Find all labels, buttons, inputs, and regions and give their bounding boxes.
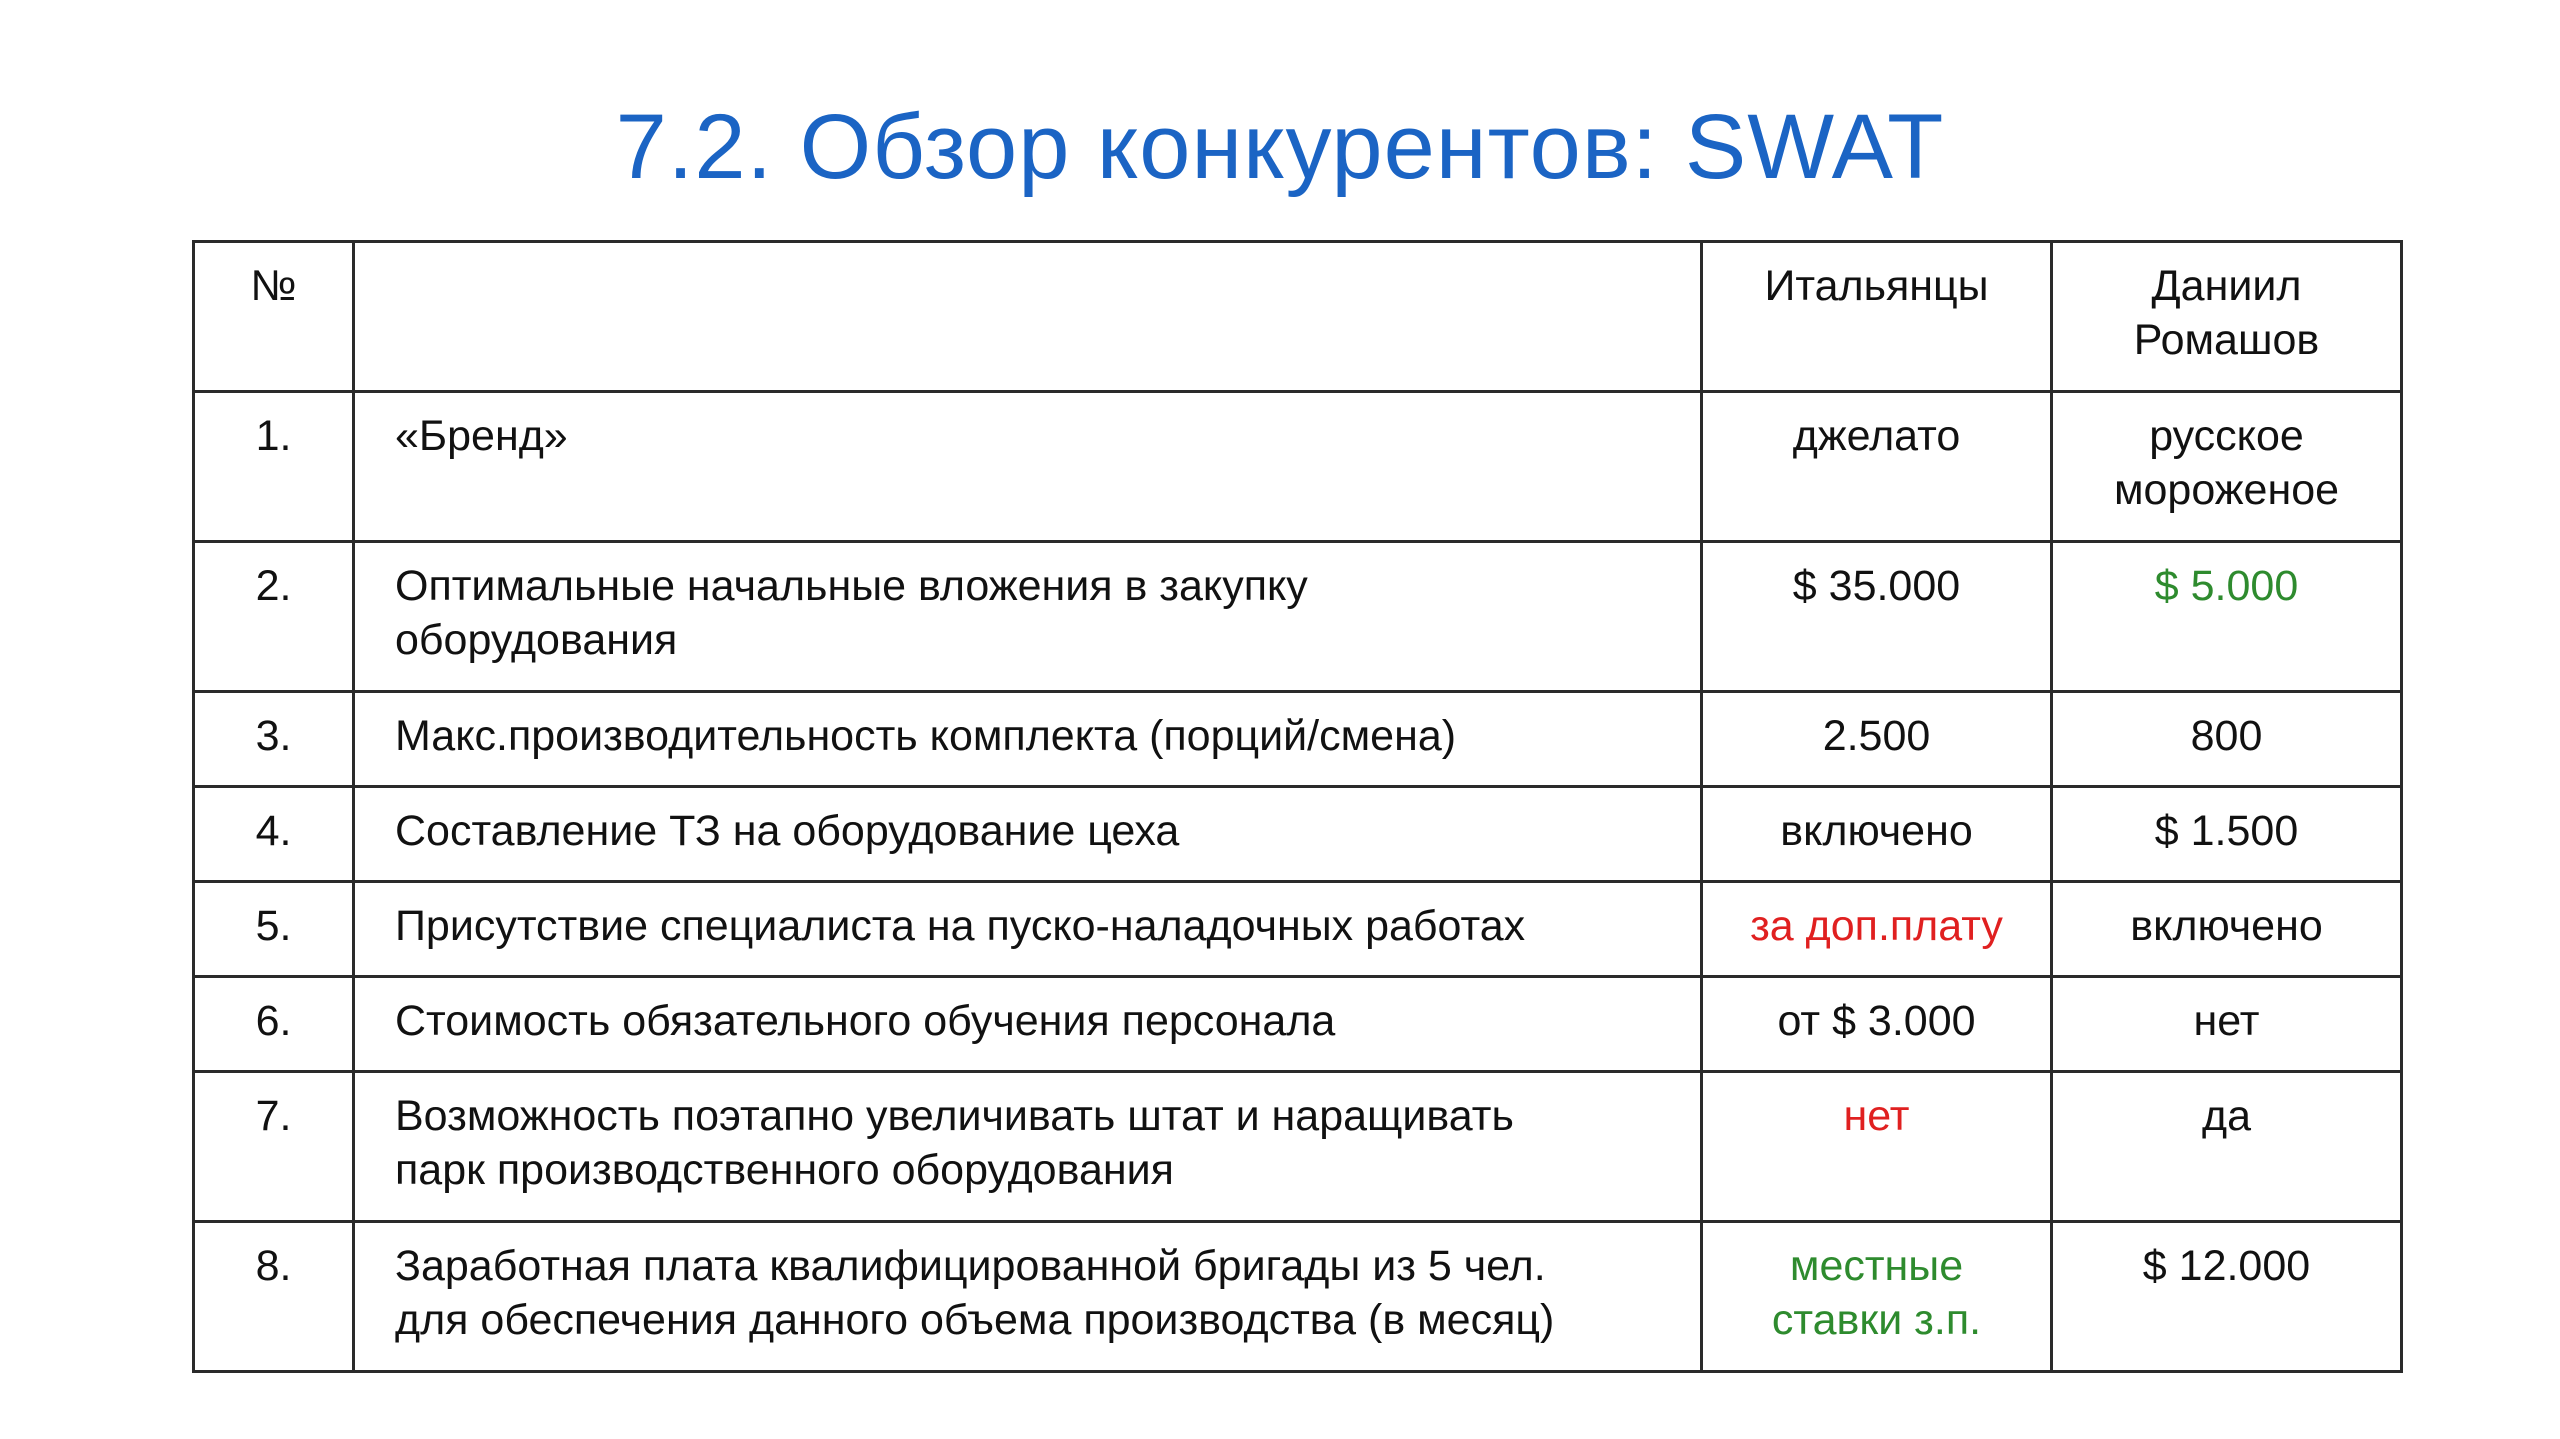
comparison-table xyxy=(192,240,2403,1373)
row-value-italians-line2: ставки з.п. xyxy=(1771,1296,1982,1344)
row-num: 4. xyxy=(194,787,354,882)
row-desc xyxy=(354,1222,1702,1372)
row-value-romashov: да xyxy=(2052,1072,2402,1222)
row-value-romashov: $ 1.500 xyxy=(2052,787,2402,882)
row-desc: «Бренд» xyxy=(354,392,1702,542)
row-desc-line2: парк производственного оборудования xyxy=(395,1146,1174,1194)
row-value-romashov: $ 5.000 xyxy=(2052,542,2402,692)
table-row xyxy=(194,542,2402,692)
row-value-italians: за доп.плату xyxy=(1702,882,2052,977)
header-num: № xyxy=(194,242,354,392)
table-row xyxy=(194,882,2402,977)
table-row xyxy=(194,977,2402,1072)
row-desc-line1: Оптимальные начальные вложения в закупку xyxy=(395,562,1308,610)
row-value-romashov: нет xyxy=(2052,977,2402,1072)
row-value-romashov: $ 12.000 xyxy=(2052,1222,2402,1372)
row-desc-line2: для обеспечения данного объема производства (в месяц) xyxy=(395,1296,1555,1344)
row-value-romashov-line1: русское xyxy=(2149,412,2304,460)
table-header-row xyxy=(194,242,2402,392)
header-col-italians: Итальянцы xyxy=(1702,242,2052,392)
row-value-italians: нет xyxy=(1702,1072,2052,1222)
row-desc-line1: Заработная плата квалифицированной бригады из 5 чел. xyxy=(395,1242,1546,1290)
row-value-romashov: 800 xyxy=(2052,692,2402,787)
slide-title: 7.2. Обзор конкурентов: SWAT xyxy=(615,96,1945,198)
row-value-italians: джелато xyxy=(1702,392,2052,542)
row-num: 1. xyxy=(194,392,354,542)
row-num: 5. xyxy=(194,882,354,977)
row-num: 2. xyxy=(194,542,354,692)
table-row xyxy=(194,787,2402,882)
row-value-romashov: включено xyxy=(2052,882,2402,977)
row-value-romashov-line2: мороженое xyxy=(2113,466,2340,514)
row-desc-line1: Возможность поэтапно увеличивать штат и наращивать xyxy=(395,1092,1514,1140)
row-desc xyxy=(354,542,1702,692)
row-desc: Составление ТЗ на оборудование цеха xyxy=(354,787,1702,882)
row-value-italians xyxy=(1702,1222,2052,1372)
table-row xyxy=(194,392,2402,542)
table-row xyxy=(194,1222,2402,1372)
row-value-italians-line1: местные xyxy=(1789,1242,1964,1290)
row-value-italians: $ 35.000 xyxy=(1702,542,2052,692)
row-num: 7. xyxy=(194,1072,354,1222)
header-col-romashov-line2: Ромашов xyxy=(2133,316,2320,364)
row-num: 6. xyxy=(194,977,354,1072)
row-value-italians: от $ 3.000 xyxy=(1702,977,2052,1072)
row-desc-line2: оборудования xyxy=(395,616,678,664)
table-row xyxy=(194,692,2402,787)
header-desc xyxy=(354,242,1702,392)
row-desc xyxy=(354,1072,1702,1222)
row-desc: Макс.производительность комплекта (порций/смена) xyxy=(354,692,1702,787)
row-num: 8. xyxy=(194,1222,354,1372)
row-value-italians: включено xyxy=(1702,787,2052,882)
row-desc: Присутствие специалиста на пуско-наладочных работах xyxy=(354,882,1702,977)
header-col-romashov-line1: Даниил xyxy=(2151,262,2302,310)
row-num: 3. xyxy=(194,692,354,787)
header-col-romashov xyxy=(2052,242,2402,392)
table-row xyxy=(194,1072,2402,1222)
row-desc: Стоимость обязательного обучения персонала xyxy=(354,977,1702,1072)
row-value-romashov xyxy=(2052,392,2402,542)
row-value-italians: 2.500 xyxy=(1702,692,2052,787)
